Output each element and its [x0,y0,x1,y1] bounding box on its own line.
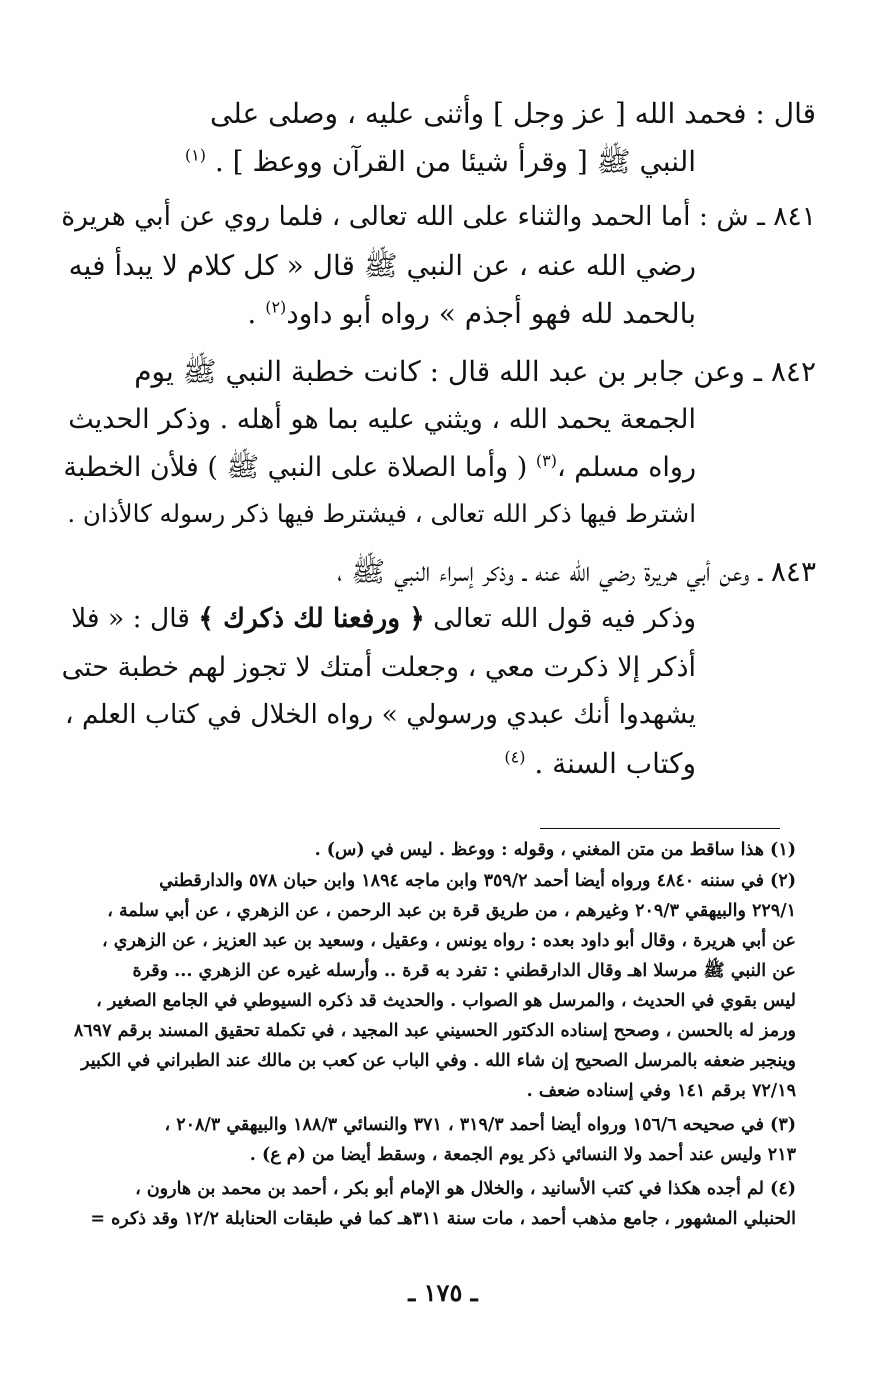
footnote-text: عن النبي ﷺ مرسلا اهـ وقال الدارقطني : تفرد به قرة .. وأرسله غيره عن الزهري ... وقرة [132,961,796,981]
footnote-text: (٢) في سننه ٤٨٤٠ ورواه أيضا أحمد ٣٥٩/٢ وابن ماجه ١٨٩٤ وابن حبان ٥٧٨ والدارقطني [159,871,796,891]
para-843-line-4 [65,699,696,730]
footnote-line-13 [90,1211,796,1229]
footnote-ref-3: (٣) [535,451,557,470]
footnote-text: الحنبلي المشهور ، جامع مذهب أحمد ، مات سنة ٣١١هـ كما في طبقات الحنابلة ١٢/٢ وقد ذكره = [90,1209,796,1229]
footnote-ref-4: (٤) [504,747,526,767]
para-842-line-2-text: الجمعة يحمد الله ، ويثني عليه بما هو أهله . وذكر الحديث [68,404,696,435]
footnote-text: ٢١٣ وليس عند أحمد ولا النسائي ذكر يوم الجمعة ، وسقط أيضا من (م ع) . [249,1145,796,1165]
footnote-text: (١) هذا ساقط من متن المغني ، وقوله : ووعظ . ليس في (س) . [314,840,796,860]
footnote-text: (٤) لم أجده هكذا في كتب الأسانيد ، والخلال هو الإمام أبو بكر ، أحمد بن محمد بن هارون ، [135,1179,796,1199]
para-842-line-4-text: اشترط فيها ذكر الله تعالى ، فيشترط فيها ذكر رسوله كالأذان . [67,499,696,528]
para-841-line-1 [61,201,816,232]
footnote-text: (٣) في صحيحه ١٥٦/٦ ورواه أيضا أحمد ٣١٩/٣ ، ٣٧١ والنسائي ١٨٨/٣ والبيهقي ٢٠٨/٣ ، [164,1115,796,1135]
footnote-text: وينجبر ضعفه بالمرسل الصحيح إن شاء الله . وفي الباب عن كعب بن مالك عند الطبراني في الكبير [81,1051,796,1071]
para-842-line-1-text: وعن جابر بن عبد الله قال : كانت خطبة النبي ﷺ يوم [134,355,745,388]
footnote-ref-2: (٢) [265,297,287,317]
footnote-line-3 [107,903,796,921]
footnote-separator [540,828,780,829]
para-842-line-1 [134,355,816,388]
para-842-line-3a-text: رواه مسلم ، [556,452,696,483]
intro-line-1 [209,97,816,130]
footnote-line-10 [164,1117,796,1135]
para-843-line-5 [504,747,696,780]
para-841-line-1-text: ش : أما الحمد والثناء على الله تعالى ، فلما روي عن أبي هريرة [61,201,749,232]
para-842-line-4 [67,499,696,528]
footnote-line-7 [74,1023,796,1041]
para-841-line-2 [68,249,696,282]
para-843-line-5-text: وكتاب السنة . [534,747,696,780]
para-841-line-3b-text: . [247,297,266,330]
para-843-line-2 [71,603,696,634]
footnote-ref-1: (١) [184,145,206,165]
footnote-line-1 [315,842,796,860]
footnote-line-8 [81,1053,796,1071]
para-841-number: ٨٤١ ـ [757,201,816,232]
page-number: ـ ١٧٥ ـ [408,1278,478,1307]
para-842-line-2 [68,406,696,433]
footnote-text: ٧٢/١٩ برقم ١٤١ وفي إسناده ضعف . [526,1081,796,1101]
para-843-line-2a-text: وذكر فيه قول الله تعالى [424,603,696,634]
para-841-line-2-text: رضي الله عنه ، عن النبي ﷺ قال « كل كلام لا يبدأ فيه [68,249,696,282]
para-842-number: ٨٤٢ ـ [753,355,816,388]
intro-line-1-text: قال : فحمد الله [ عز وجل ] وأثنى عليه ، وصلى على [209,97,816,130]
footnote-line-2 [159,873,796,891]
para-843-line-4-text: يشهدوا أنك عبدي ورسولي » رواه الخلال في كتاب العلم ، [65,699,696,730]
para-841-line-3 [247,297,696,330]
footnote-text: عن أبي هريرة ، وقال أبو داود بعده : رواه يونس ، وعقيل ، وسعيد بن عبد العزيز ، عن الزهري ، [102,931,796,951]
para-843-line-1 [337,555,816,588]
para-841-line-3a-text: بالحمد لله فهو أجذم » رواه أبو داود [286,297,696,330]
para-842-line-3 [63,451,696,483]
para-843-line-3 [62,654,696,681]
intro-line-2-text: النبي ﷺ [ وقرأ شيئا من القرآن ووعظ ] . [214,145,696,178]
footnote-text: ليس بقوي في الحديث ، والمرسل هو الصواب . والحديث قد ذكره السيوطي في الجامع الصغير ، [96,991,796,1011]
para-843-line-2b-text: قال : « فلا [71,603,199,634]
para-842-line-3b-text: ( وأما الصلاة على النبي ﷺ ) فلأن الخطبة [63,452,536,483]
para-843-line-3-text: أذكر إلا ذكرت معي ، وجعلت أمتك لا تجوز لهم خطبة حتى [61,652,696,683]
para-843-number: ٨٤٣ ـ [758,555,816,588]
footnote-text: ورمز له بالحسن ، وصحح إسناده الدكتور الحسيني عبد المجيد ، في تكملة تحقيق المسند برقم ٨٦٩٧ [73,1021,796,1041]
footnote-line-5 [132,963,796,981]
footnote-line-6 [96,993,796,1011]
footnote-text: ٢٢٩/١ والبيهقي ٢٠٩/٣ وغيرهم ، من طريق قرة بن عبد الرحمن ، عن الزهري ، عن أبي سلمة ، [107,901,796,921]
footnote-line-12 [135,1181,796,1199]
footnote-line-11 [250,1147,796,1165]
footnote-line-9 [527,1083,796,1101]
footnote-line-4 [102,933,796,951]
para-843-line-1-text: وعن أبي هريرة رضي الله عنه ـ وذكر إسراء النبي ﷺ ، [337,555,750,588]
intro-line-2 [184,145,696,178]
quran-verse: ﴿ ورفعنا لك ذكرك ﴾ [198,603,425,634]
